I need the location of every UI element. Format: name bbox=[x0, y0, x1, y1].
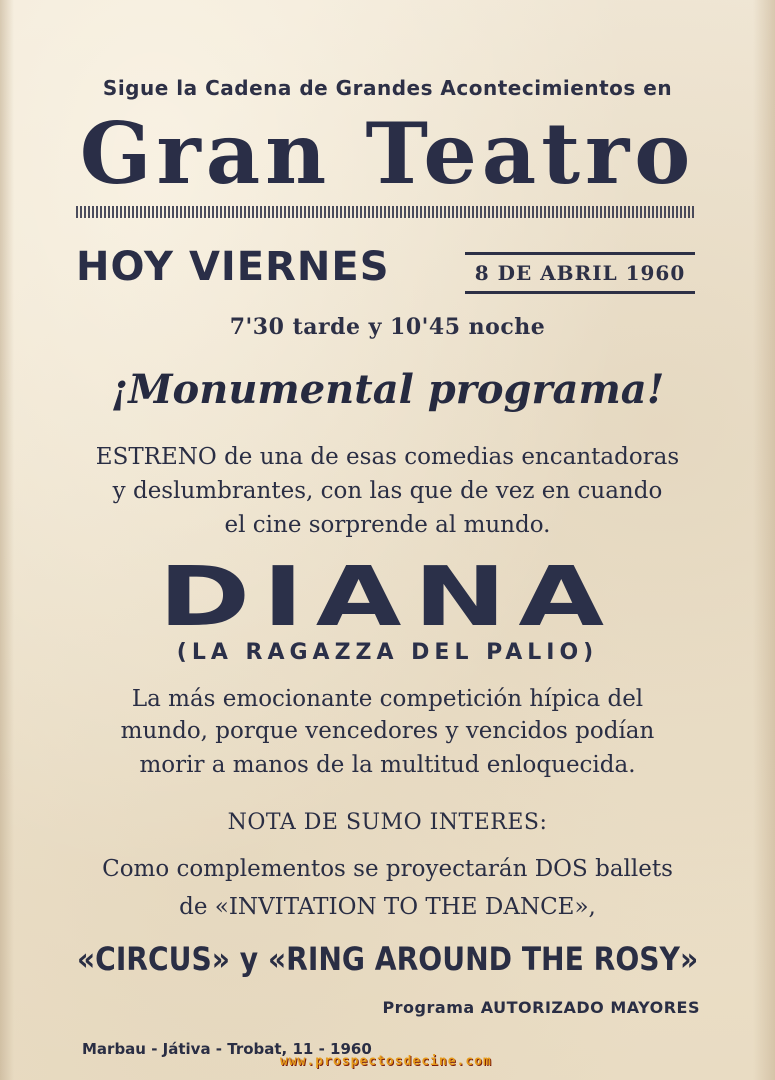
film-subtitle: (LA RAGAZZA DEL PALIO) bbox=[176, 640, 599, 665]
note-line: Como complementos se proyectarán DOS ballets bbox=[102, 856, 673, 882]
series-line: Sigue la Cadena de Grandes Acontecimientos en bbox=[102, 76, 673, 100]
show-day: HOY VIERNES bbox=[76, 244, 390, 290]
dotted-divider bbox=[76, 206, 694, 218]
site-watermark: www.prospectosdecine.com bbox=[280, 1054, 492, 1069]
printer-credit: Marbau - Játiva - Trobat, 11 - 1960 bbox=[82, 1040, 372, 1058]
age-rating: Programa AUTORIZADO MAYORES bbox=[382, 998, 700, 1017]
description-line: mundo, porque vencedores y vencidos podían bbox=[120, 718, 655, 744]
program-headline: ¡Monumental programa! bbox=[110, 366, 665, 413]
note-heading: NOTA DE SUMO INTERES: bbox=[227, 810, 548, 835]
intro-line: ESTRENO de una de esas comedias encantadoras bbox=[95, 444, 680, 470]
intro-line: el cine sorprende al mundo. bbox=[224, 512, 551, 538]
note-line: de «INVITATION TO THE DANCE», bbox=[179, 894, 596, 920]
description-line: morir a manos de la multitud enloquecida. bbox=[139, 752, 636, 778]
show-date: 8 DE ABRIL 1960 bbox=[465, 252, 695, 294]
ballets-titles: «CIRCUS» y «RING AROUND THE ROSY» bbox=[76, 940, 699, 978]
show-times: 7'30 tarde y 10'45 noche bbox=[229, 314, 546, 340]
film-title: DIANA bbox=[158, 550, 617, 645]
intro-line: y deslumbrantes, con las que de vez en cuando bbox=[112, 478, 663, 504]
description-line: La más emocionante competición hípica del bbox=[131, 686, 644, 712]
theater-name: Gran Teatro bbox=[79, 104, 696, 203]
